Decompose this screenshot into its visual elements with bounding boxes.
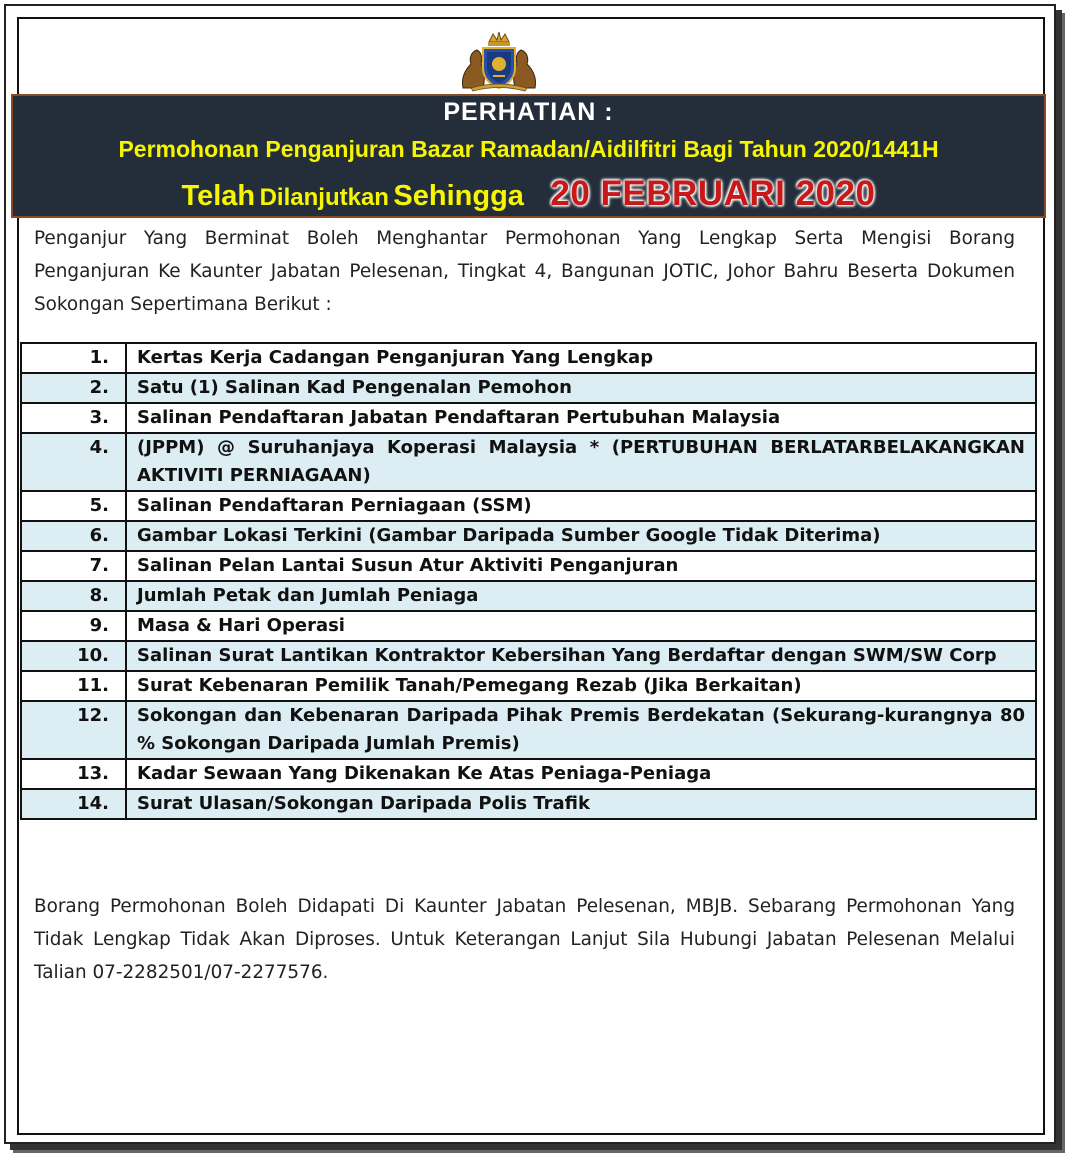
table-row xyxy=(21,671,1036,701)
table-row xyxy=(21,701,1036,759)
row-requirement: Salinan Surat Lantikan Kontraktor Kebersihan Yang Berdaftar dengan SWM/SW Corp xyxy=(126,641,1036,671)
table-row xyxy=(21,611,1036,641)
table-row xyxy=(21,581,1036,611)
banner-word-telah: Telah xyxy=(181,180,256,212)
table-row xyxy=(21,641,1036,671)
deadline-date: 20 FEBRUARI 2020 xyxy=(550,174,876,213)
table-row xyxy=(21,491,1036,521)
row-number: 10. xyxy=(21,641,126,671)
row-number: 7. xyxy=(21,551,126,581)
intro-paragraph: Penganjur Yang Berminat Boleh Menghantar Permohonan Yang Lengkap Serta Mengisi Borang Penganjuran Ke Kaunter Jabatan Pelesenan, Tingkat 4, Bangunan JOTIC, Johor Bahru Beserta Dokumen Sokongan Sepertimana Berikut : xyxy=(34,228,1015,315)
row-requirement: (JPPM) @ Suruhanjaya Koperasi Malaysia * (PERTUBUHAN BERLATARBELAKANGKAN AKTIVITI PERNIAGAAN) xyxy=(126,433,1036,491)
row-number: 6. xyxy=(21,521,126,551)
row-number: 3. xyxy=(21,403,126,433)
requirements-table xyxy=(20,342,1037,820)
row-number: 11. xyxy=(21,671,126,701)
table-row xyxy=(21,789,1036,819)
table-row xyxy=(21,521,1036,551)
row-requirement: Salinan Pendaftaran Perniagaan (SSM) xyxy=(126,491,1036,521)
row-requirement: Satu (1) Salinan Kad Pengenalan Pemohon xyxy=(126,373,1036,403)
row-number: 4. xyxy=(21,433,126,491)
table-row xyxy=(21,343,1036,373)
row-requirement: Gambar Lokasi Terkini (Gambar Daripada Sumber Google Tidak Diterima) xyxy=(126,521,1036,551)
row-number: 5. xyxy=(21,491,126,521)
row-number: 14. xyxy=(21,789,126,819)
row-number: 12. xyxy=(21,701,126,759)
row-number: 13. xyxy=(21,759,126,789)
row-requirement: Jumlah Petak dan Jumlah Peniaga xyxy=(126,581,1036,611)
row-requirement: Masa & Hari Operasi xyxy=(126,611,1036,641)
row-number: 1. xyxy=(21,343,126,373)
table-row xyxy=(21,403,1036,433)
row-requirement: Salinan Pelan Lantai Susun Atur Aktiviti Penganjuran xyxy=(126,551,1036,581)
row-requirement: Kertas Kerja Cadangan Penganjuran Yang Lengkap xyxy=(126,343,1036,373)
row-requirement: Surat Ulasan/Sokongan Daripada Polis Trafik xyxy=(126,789,1036,819)
banner-word-sehingga: Sehingga xyxy=(393,180,524,212)
row-requirement: Kadar Sewaan Yang Dikenakan Ke Atas Peniaga-Peniaga xyxy=(126,759,1036,789)
row-number: 2. xyxy=(21,373,126,403)
row-number: 9. xyxy=(21,611,126,641)
banner-heading: PERHATIAN : xyxy=(443,98,614,126)
closing-paragraph: Borang Permohonan Boleh Didapati Di Kaunter Jabatan Pelesenan, MBJB. Sebarang Permohonan Yang Tidak Lengkap Tidak Akan Diproses. Untuk Keterangan Lanjut Sila Hubungi Jabatan Pelesenan Melalui Talian 07-2282501/07-2277576. xyxy=(34,896,1015,983)
table-row xyxy=(21,551,1036,581)
table-row xyxy=(21,759,1036,789)
row-number: 8. xyxy=(21,581,126,611)
banner-subtitle: Permohonan Penganjuran Bazar Ramadan/Aidilfitri Bagi Tahun 2020/1441H xyxy=(118,136,939,162)
banner-extension-line xyxy=(13,172,1044,216)
table-row xyxy=(21,373,1036,403)
announcement-banner xyxy=(11,94,1046,218)
row-requirement: Sokongan dan Kebenaran Daripada Pihak Premis Berdekatan (Sekurang-kurangnya 80 % Sokongan Daripada Jumlah Premis) xyxy=(126,701,1036,759)
banner-word-dilanjutkan: Dilanjutkan xyxy=(259,184,389,211)
row-requirement: Surat Kebenaran Pemilik Tanah/Pemegang Rezab (Jika Berkaitan) xyxy=(126,671,1036,701)
row-requirement: Salinan Pendaftaran Jabatan Pendaftaran Pertubuhan Malaysia xyxy=(126,403,1036,433)
table-row xyxy=(21,433,1036,491)
municipal-crest-icon xyxy=(457,30,541,92)
